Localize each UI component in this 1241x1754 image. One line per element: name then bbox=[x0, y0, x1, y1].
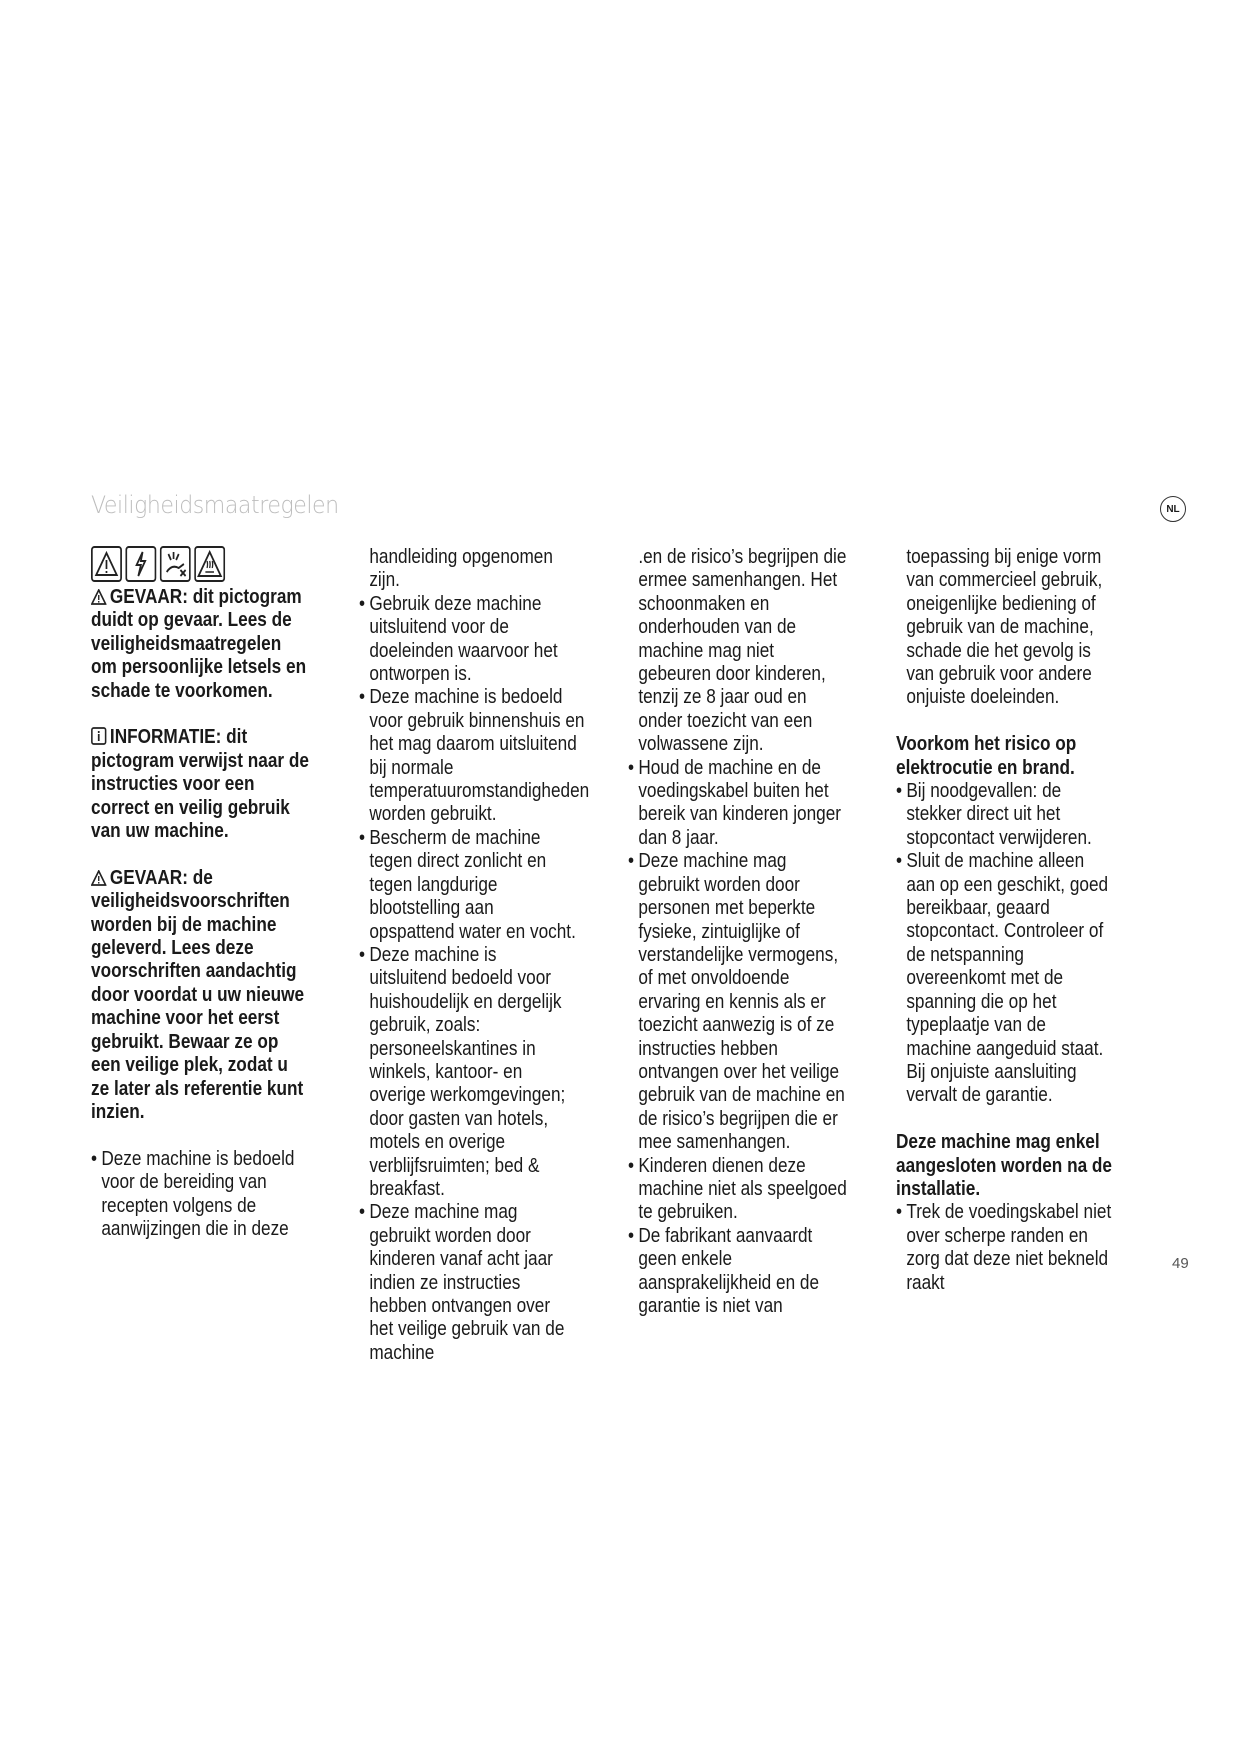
language-badge: NL bbox=[1160, 496, 1186, 522]
list-item: • Deze machine is bedoeld voor gebruik binnenshuis en het mag daarom uitsluitend bij normale temperatuuromstandigheden worden gebruikt. bbox=[359, 686, 590, 826]
no-water-hand-icon bbox=[160, 546, 191, 582]
column-1 bbox=[91, 546, 310, 1241]
section-heading-installation: Deze machine mag enkel aangesloten worden na de installatie. bbox=[896, 1131, 1113, 1200]
list-item: • Trek de voedingskabel niet over scherpe randen en zorg dat deze niet bekneld raakt bbox=[896, 1201, 1112, 1294]
info-notice: INFORMATIE: dit pictogram verwijst naar de instructies voor een correct en veilig gebruik van uw machine. bbox=[91, 726, 309, 843]
info-icon bbox=[91, 727, 106, 745]
list-item: • Kinderen dienen deze machine niet als speelgoed te gebruiken. bbox=[628, 1154, 847, 1224]
list-item: • Deze machine mag gebruikt worden door personen met beperkte fysieke, zintuiglijke of verstandelijke vermogens, of met onvoldoende ervaring en kennis als er toezicht aanwezig is of ze instructies hebben ontvangen over het veilige gebruik van de machine en de risico’s begrijpen die er mee samenhangen. bbox=[628, 850, 845, 1154]
warning-triangle-icon bbox=[91, 870, 106, 886]
continued-text: handleiding opgenomen zijn. bbox=[369, 546, 553, 592]
list-item: • Bescherm de machine tegen direct zonlicht en tegen langdurige blootstelling aan opspattend water en vocht. bbox=[359, 826, 576, 943]
list-item: • De fabrikant aanvaardt geen enkele aansprakelijkheid en de garantie is niet van bbox=[628, 1224, 820, 1317]
list-item: • Houd de machine en de voedingskabel buiten het bereik van kinderen jonger dan 8 jaar. bbox=[628, 756, 842, 849]
column-4 bbox=[896, 546, 1115, 1295]
continued-text: toepassing bij enige vorm van commercieel gebruik, oneigenlijke bediening of gebruik van de machine, schade die het gevolg is van gebruik voor andere onjuiste doeleinden. bbox=[906, 546, 1103, 709]
page-title: Veiligheidsmaatregelen bbox=[91, 491, 339, 519]
hot-surface-icon bbox=[194, 546, 225, 582]
danger-notice-2: GEVAAR: de veiligheidsvoorschriften worden bij de machine geleverd. Lees deze voorschriften aandachtig door voordat u uw nieuwe machine voor het eerst gebruikt. Bewaar ze op een veilige plek, zodat u ze later als referentie kunt inzien. bbox=[91, 866, 305, 1123]
column-3 bbox=[628, 546, 847, 1318]
page-number: 49 bbox=[1172, 1255, 1189, 1272]
continued-text: .en de risico’s begrijpen die ermee samenhangen. Het schoonmaken en onderhouden van de machine mag niet gebeuren door kinderen, tenzij ze 8 jaar oud en onder toezicht van een volwassene zijn. bbox=[638, 546, 847, 756]
electric-shock-icon bbox=[125, 546, 156, 582]
warning-triangle-icon bbox=[91, 546, 122, 582]
danger-notice-1: GEVAAR: dit pictogram duidt op gevaar. Lees de veiligheidsmaatregelen om persoonlijke letsels en schade te voorkomen. bbox=[91, 586, 307, 702]
warning-triangle-icon bbox=[91, 589, 106, 605]
list-item: • Deze machine is uitsluitend bedoeld voor huishoudelijk en dergelijk gebruik, zoals: personeelskantines in winkels, kantoor- en overige werkomgevingen; door gasten van hotels, motels en overige verblijfsruimten; bed & breakfast. bbox=[359, 943, 566, 1200]
list-item: • Bij noodgevallen: de stekker direct uit het stopcontact verwijderen. bbox=[896, 780, 1092, 849]
list-item: • Deze machine is bedoeld voor de bereiding van recepten volgens de aanwijzingen die in deze bbox=[91, 1147, 295, 1240]
list-item: • Gebruik deze machine uitsluitend voor de doeleinden waarvoor het ontworpen is. bbox=[359, 592, 558, 686]
safety-icons bbox=[91, 546, 310, 586]
list-item: • Sluit de machine alleen aan op een geschikt, goed bereikbaar, geaard stopcontact. Controleer of de netspanning overeenkomt met de spanning die op het typeplaatje van de machine aangeduid staat. Bij onjuiste aansluiting vervalt de garantie. bbox=[896, 850, 1109, 1107]
column-2 bbox=[359, 546, 590, 1365]
section-heading-electrocution: Voorkom het risico op elektrocutie en brand. bbox=[896, 733, 1077, 779]
list-item: • Deze machine mag gebruikt worden door kinderen vanaf acht jaar indien ze instructies hebben ontvangen over het veilige gebruik van de machine bbox=[359, 1201, 565, 1364]
